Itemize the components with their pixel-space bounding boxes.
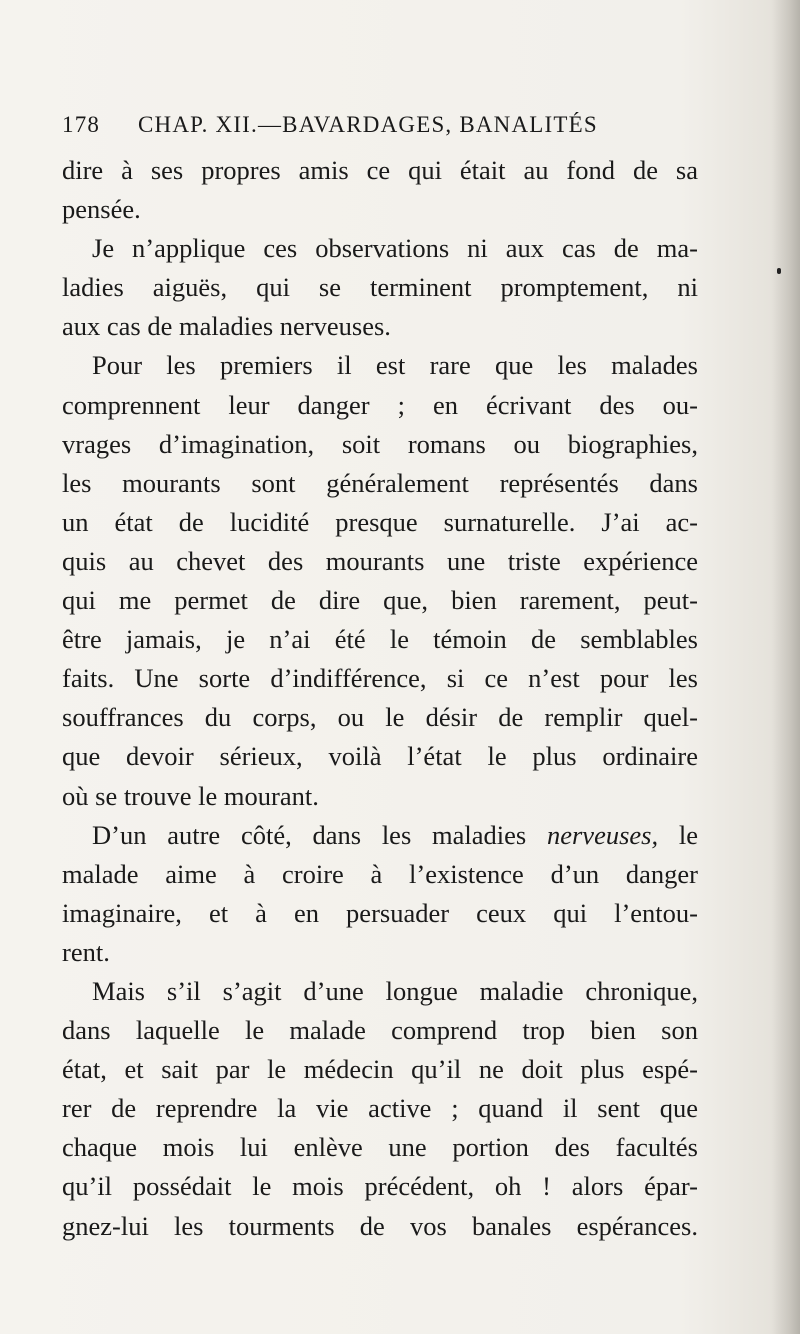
text-line: les mourants sont généralement représentés dans (62, 467, 698, 498)
page-number: 178 (62, 112, 101, 137)
text-line: gnez-lui les tourments de vos banales espérances. (62, 1210, 698, 1241)
text-line: rer de reprendre la vie active ; quand il sent que (62, 1093, 698, 1124)
text-line: Je n’applique ces observations ni aux cas de ma- (92, 233, 698, 264)
text-segment: D’un autre côté, dans les maladies (92, 819, 527, 850)
text-line: pensée. (62, 194, 141, 225)
text-line: comprennent leur danger ; en écrivant des ou- (62, 389, 698, 420)
text-line: état, et sait par le médecin qu’il ne doit plus espé- (62, 1054, 698, 1085)
text-line: dire à ses propres amis ce qui était au fond de sa (62, 155, 698, 185)
text-line: qui me permet de dire que, bien rarement, peut- (62, 585, 698, 616)
text-line: dans laquelle le malade comprend trop bien son (62, 1015, 698, 1046)
text-line: où se trouve le mourant. (62, 780, 319, 811)
text-line: vrages d’imagination, soit romans ou biographies, (62, 428, 698, 459)
text-line: imaginaire, et à en persuader ceux qui l’entou- (62, 897, 698, 928)
running-head: CHAP. XII.—BAVARDAGES, BANALITÉS (138, 112, 598, 137)
text-line: être jamais, je n’ai été le témoin de semblables (62, 624, 698, 655)
text-line: ladies aiguës, qui se terminent promptement, ni (62, 272, 698, 303)
text-line: qu’il possédait le mois précédent, oh ! alors épar- (62, 1171, 698, 1202)
text-line: rent. (62, 936, 110, 967)
text-line: souffrances du corps, ou le désir de remplir quel- (62, 702, 698, 733)
text-line: malade aime à croire à l’existence d’un danger (62, 858, 698, 889)
text-line: quis au chevet des mourants une triste expérience (62, 545, 698, 576)
text-line: Pour les premiers il est rare que les malades (92, 350, 698, 381)
page-header (62, 108, 702, 142)
text-line: Mais s’il s’agit d’une longue maladie chronique, (92, 975, 698, 1006)
ink-speck (777, 268, 781, 274)
text-line: faits. Une sorte d’indifférence, si ce n’est pour les (62, 663, 698, 694)
body-text (62, 151, 698, 1246)
text-line (62, 816, 698, 855)
italic-word: nerveuses, (546, 819, 659, 850)
text-segment: le (678, 819, 698, 850)
page-edge-shadow (772, 0, 800, 1334)
text-line: chaque mois lui enlève une portion des facultés (62, 1132, 698, 1163)
text-line: un état de lucidité presque surnaturelle. J’ai ac- (62, 506, 698, 537)
text-line: aux cas de maladies nerveuses. (62, 311, 391, 342)
text-line: que devoir sérieux, voilà l’état le plus ordinaire (62, 741, 698, 772)
